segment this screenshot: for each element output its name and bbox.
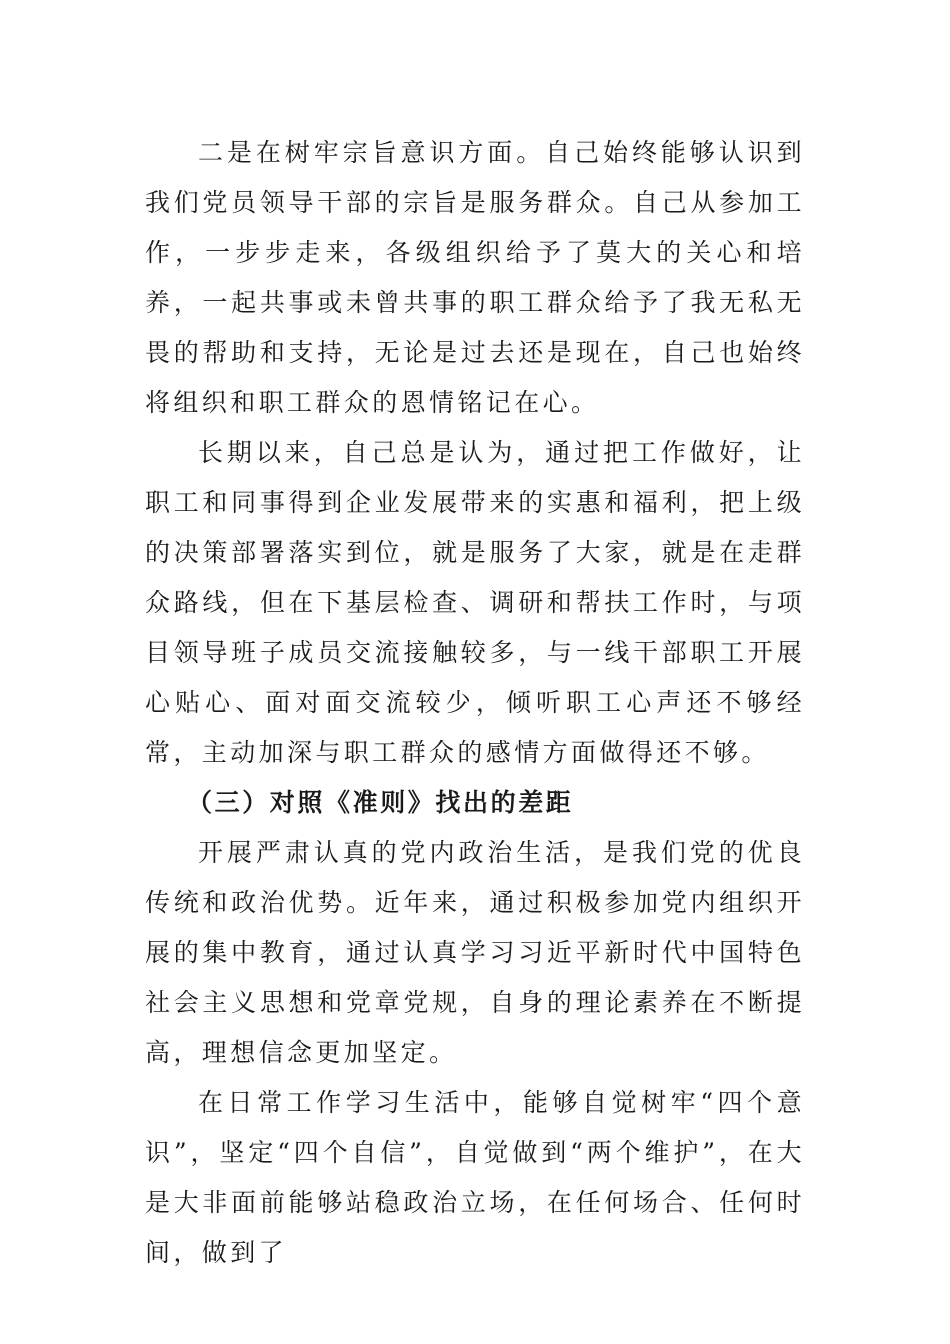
paragraph-serving-masses: 长期以来，自己总是认为，通过把工作做好，让职工和同事得到企业发展带来的实惠和福利，把上级的决策部署落实到位，就是服务了大家，就是在走群众路线，但在下基层检查、调研和帮扶工作时，与项目领导班子成员交流接触较多，与一线干部职工开展心贴心、面对面交流较少，倾听职工心声还不够经常，主动加深与职工群众的感情方面做得还不够。	[145, 438, 805, 767]
section-heading: （三）对照《准则》找出的差距	[187, 788, 574, 817]
document-body	[145, 128, 805, 1278]
paragraph-purpose-awareness: 二是在树牢宗旨意识方面。自己始终能够认识到我们党员领导干部的宗旨是服务群众。自己从参加工作，一步步走来，各级组织给予了莫大的关心和培养，一起共事或未曾共事的职工群众给予了我无私无畏的帮助和支持，无论是过去还是现在，自己也始终将组织和职工群众的恩情铭记在心。	[145, 138, 805, 417]
paragraph-political-life: 开展严肃认真的党内政治生活，是我们党的优良传统和政治优势。近年来，通过积极参加党内组织开展的集中教育，通过认真学习习近平新时代中国特色社会主义思想和党章党规，自身的理论素养在不断提高，理想信念更加坚定。	[145, 838, 805, 1067]
paragraph-daily-work: 在日常工作学习生活中，能够自觉树牢“四个意识”，坚定“四个自信”，自觉做到“两个维护”，在大是大非面前能够站稳政治立场，在任何场合、任何时间，做到了	[145, 1088, 805, 1267]
